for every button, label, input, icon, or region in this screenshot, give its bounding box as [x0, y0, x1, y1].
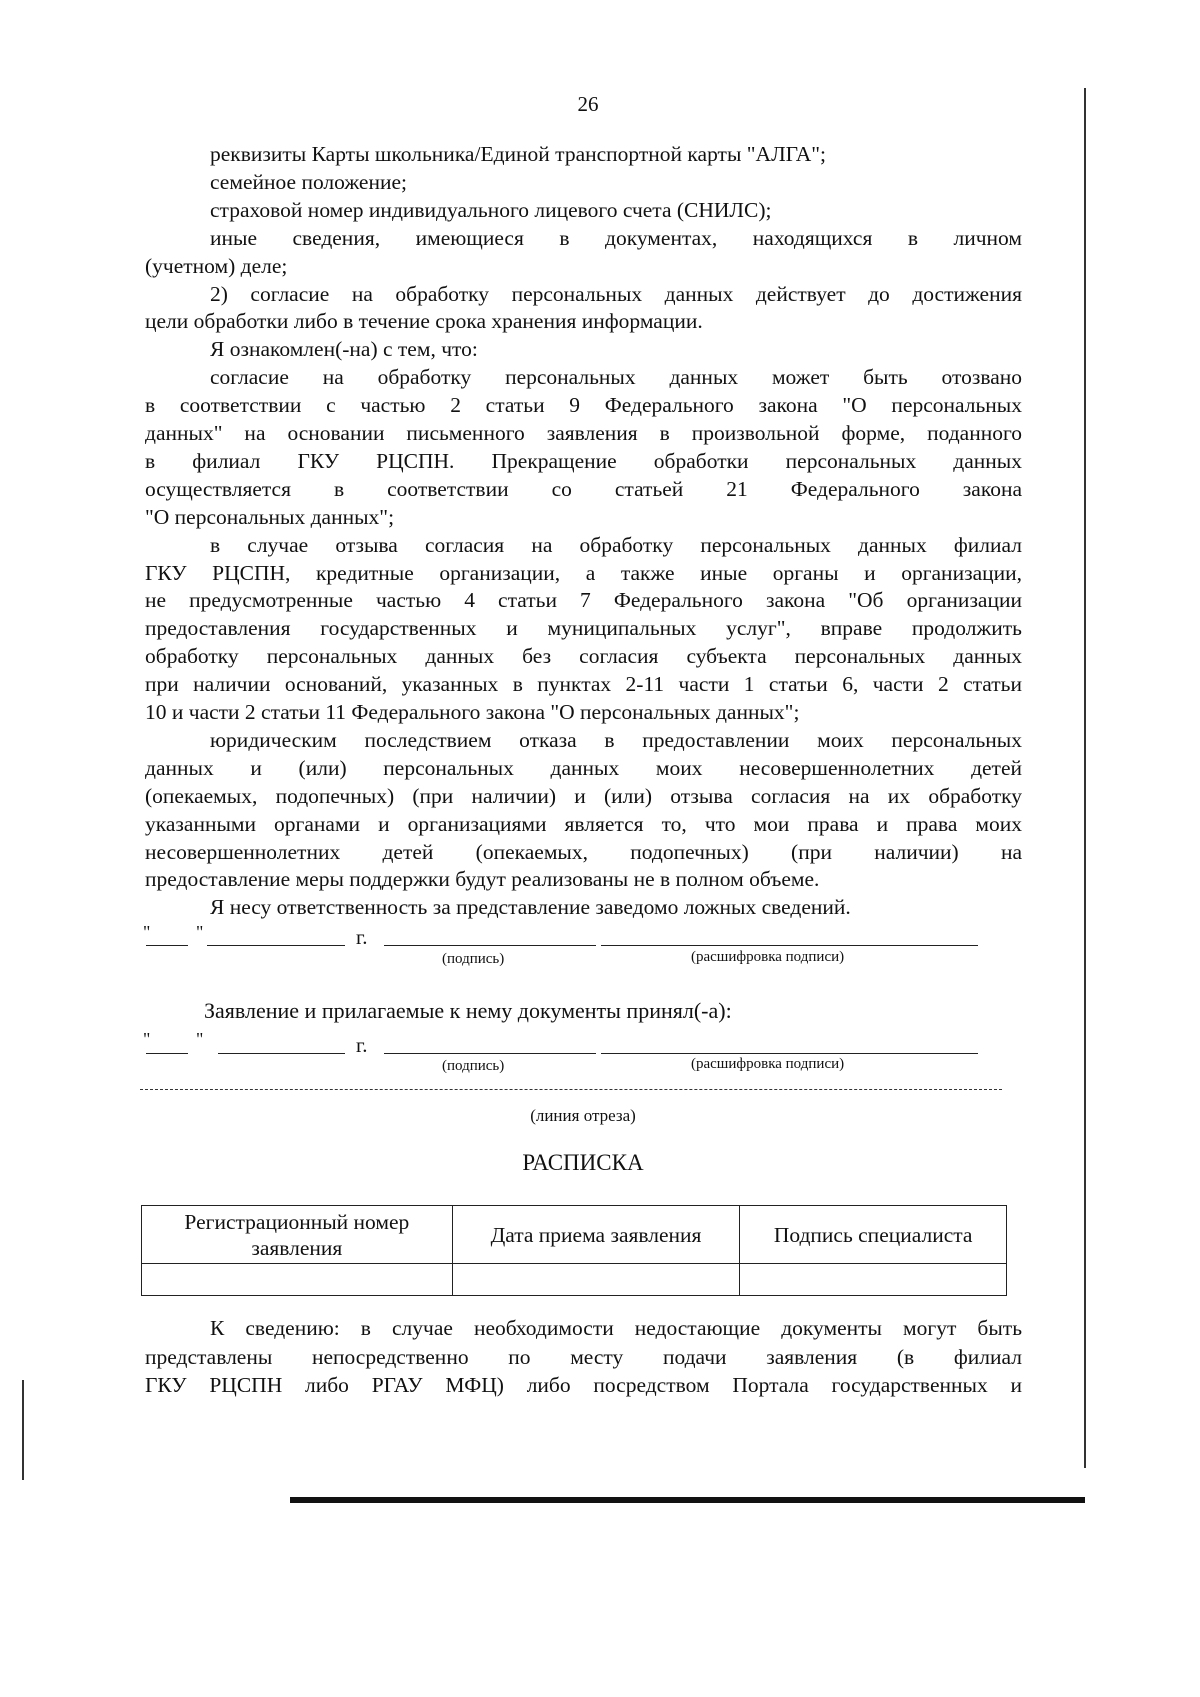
date-quote-close: ": [196, 1029, 204, 1049]
scan-edge-left: [22, 1380, 24, 1480]
signature-decode-field[interactable]: [601, 1053, 978, 1054]
signature-decode-label: (расшифровка подписи): [691, 949, 845, 965]
text-line: предоставление меры поддержки будут реализованы не в полном объеме.: [145, 867, 820, 892]
date-quote-close: ": [196, 922, 204, 942]
header-receipt-date: Дата приема заявления: [452, 1206, 740, 1264]
text-line: согласие на обработку персональных данных может быть отозвано: [210, 365, 1022, 390]
scan-edge-bottom: [290, 1497, 1085, 1503]
text-line: несовершеннолетних детей (опекаемых, подопечных) (при наличии) на: [145, 839, 1022, 864]
table-row: [142, 1264, 1007, 1296]
text-line: представлены непосредственно по месту подачи заявления (в филиал: [145, 1344, 1022, 1369]
text-line: данных" на основании письменного заявления в произвольной форме, поданного: [145, 421, 1022, 445]
text-line: страховой номер индивидуального лицевого счета (СНИЛС);: [210, 197, 772, 222]
text-line: осуществляется в соответствии со статьей 21 Федерального закона: [145, 476, 1022, 501]
signature-label: (подпись): [442, 1058, 505, 1074]
date-quote-open: ": [143, 1029, 151, 1049]
signature-label: (подпись): [442, 951, 505, 967]
text-line: не предусмотренные частью 4 статьи 7 Федерального закона "Об организации: [145, 588, 1022, 613]
text-line: цели обработки либо в течение срока хранения информации.: [145, 309, 703, 334]
signature-decode-field[interactable]: [601, 945, 978, 946]
year-suffix: г.: [356, 1033, 368, 1057]
text-line: 2) согласие на обработку персональных данных действует до достижения: [210, 281, 1022, 306]
text-line: семейное положение;: [210, 169, 407, 194]
header-specialist-signature: Подпись специалиста: [740, 1206, 1007, 1264]
signature-decode-label: (расшифровка подписи): [691, 1056, 845, 1072]
registration-number-cell[interactable]: [142, 1264, 453, 1296]
text-line: 10 и части 2 статьи 11 Федерального закона "О персональных данных";: [145, 700, 800, 724]
text-line: предоставления государственных и муниципальных услуг", вправе продолжить: [145, 616, 1022, 641]
month-field[interactable]: [218, 1053, 345, 1054]
day-field[interactable]: [146, 1053, 188, 1054]
text-line: К сведению: в случае необходимости недостающие документы могут быть: [210, 1316, 1022, 1340]
receipt-table-header: [142, 1206, 1007, 1264]
accepted-text: Заявление и прилагаемые к нему документы принял(-а):: [204, 998, 732, 1023]
text-line: обработку персональных данных без согласия субъекта персональных данных: [145, 644, 1022, 669]
text-line: ГКУ РЦСПН, кредитные организации, а также иные органы и организации,: [145, 560, 1022, 585]
receipt-table: [141, 1205, 1007, 1296]
header-registration-number: Регистрационный номер заявления: [142, 1206, 453, 1264]
year-suffix: г.: [356, 925, 368, 949]
day-field[interactable]: [146, 945, 188, 946]
text-line: ГКУ РЦСПН либо РГАУ МФЦ) либо посредством Портала государственных и: [145, 1373, 1022, 1397]
text-line: в соответствии с частью 2 статьи 9 Федерального закона "О персональных: [145, 393, 1022, 418]
cut-line: [140, 1089, 1002, 1090]
text-line: в случае отзыва согласия на обработку персональных данных филиал: [210, 532, 1022, 557]
text-line: юридическим последствием отказа в предоставлении моих персональных: [210, 727, 1022, 752]
text-line: "О персональных данных";: [145, 504, 395, 529]
cut-line-label: (линия отреза): [530, 1106, 636, 1125]
date-quote-open: ": [143, 922, 151, 942]
text-line: указанными органами и организациями является то, что мои права и права моих: [145, 811, 1022, 836]
scan-edge-right: [1084, 88, 1086, 1468]
text-line: Я несу ответственность за представление заведомо ложных сведений.: [210, 895, 851, 920]
specialist-signature-cell[interactable]: [740, 1264, 1007, 1296]
signature-field[interactable]: [384, 1053, 596, 1054]
text-line: в филиал ГКУ РЦСПН. Прекращение обработки персональных данных: [145, 448, 1022, 473]
text-line: (учетном) деле;: [145, 253, 288, 278]
receipt-title: РАСПИСКА: [522, 1150, 644, 1175]
month-field[interactable]: [207, 945, 345, 946]
text-line: реквизиты Карты школьника/Единой транспортной карты "АЛГА";: [210, 142, 827, 166]
page-number: 26: [577, 92, 599, 116]
receipt-date-cell[interactable]: [452, 1264, 740, 1296]
text-line: Я ознакомлен(-на) с тем, что:: [210, 337, 478, 362]
text-line: данных и (или) персональных данных моих несовершеннолетних детей: [145, 755, 1022, 780]
signature-field[interactable]: [384, 945, 596, 946]
text-line: (опекаемых, подопечных) (при наличии) и (или) отзыва согласия на их обработку: [145, 783, 1022, 808]
text-line: при наличии оснований, указанных в пунктах 2-11 части 1 статьи 6, части 2 статьи: [145, 672, 1022, 697]
text-line: иные сведения, имеющиеся в документах, находящихся в личном: [210, 225, 1022, 250]
